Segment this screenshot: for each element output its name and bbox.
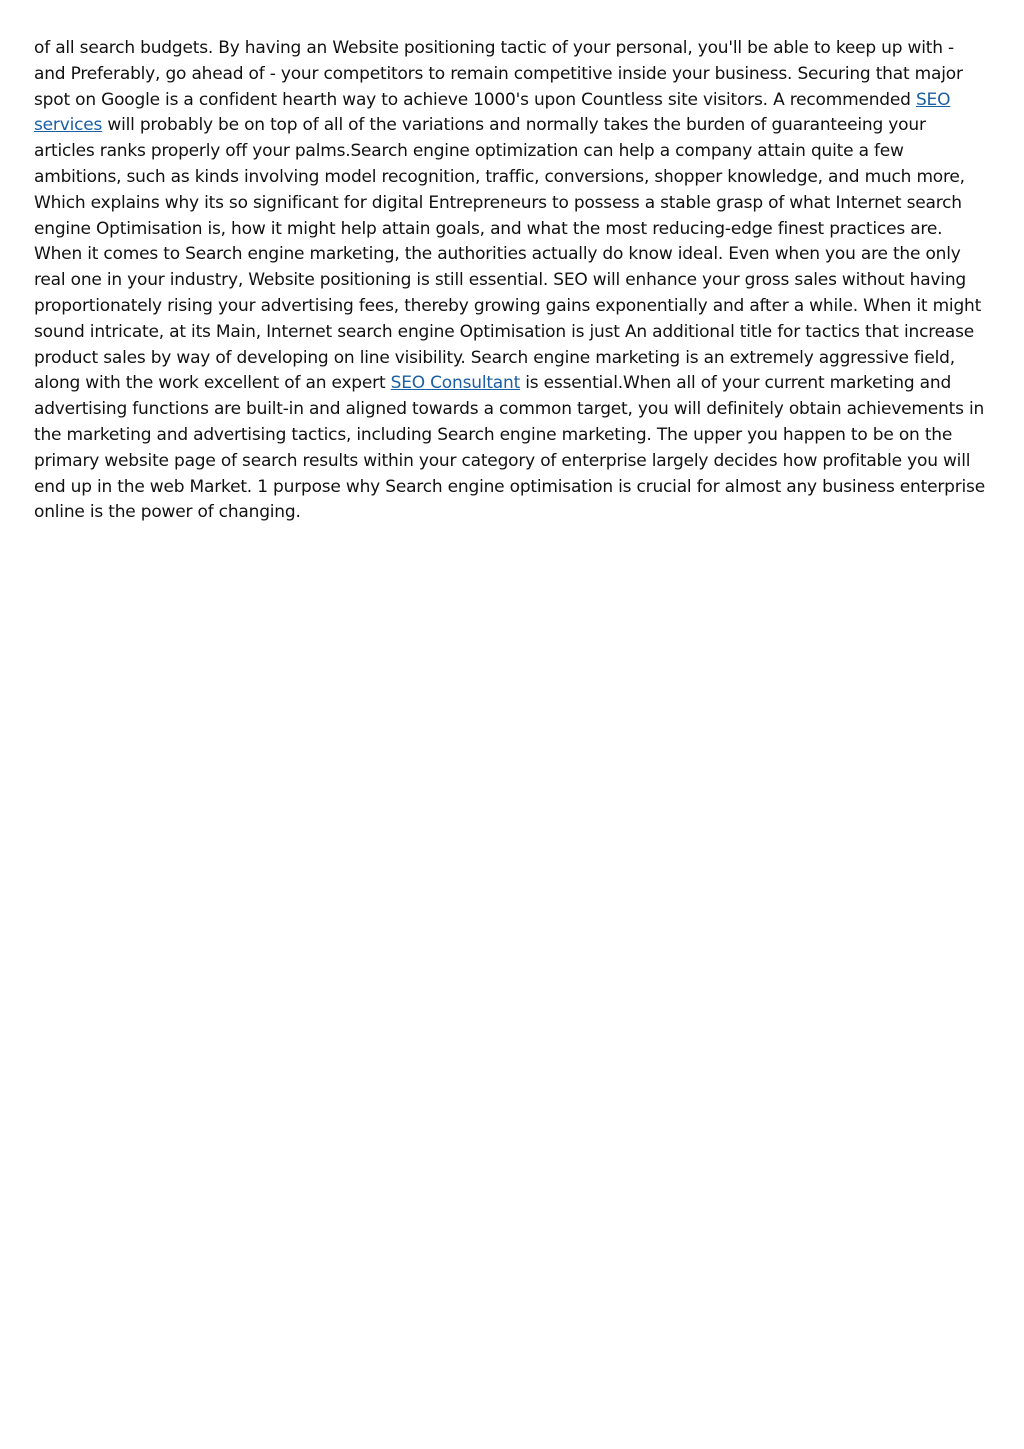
seo-consultant-link[interactable]: SEO Consultant: [390, 373, 521, 394]
text-segment-2: will probably be on top of all of the variations and normally takes the burden of guaranteeing your articles ranks properly off your palms.Search engine optimization can help a company attain quite a few ambitions, such as kinds involving model recognition, traffic, conversions, shopper knowledge, and much more, Which explains why its so significant for digital Entrepreneurs to possess a stable grasp of what Internet search engine Optimisation is, how it might help attain goals, and what the most reducing-edge finest practices are. When it comes to Search engine marketing, the authorities actually do know ideal. Even when you are the only real one in your industry, Website positioning is still essential. SEO will enhance your gross sales without having proportionately rising your advertising fees, thereby growing gains exponentially and after a while. When it might sound intricate, at its Main, Internet search engine Optimisation is just An additional title for tactics that increase product sales by way of developing on line visibility. Search engine marketing is an extremely aggressive field, along with the work excellent of an expert: [34, 115, 982, 394]
document-page: [34, 36, 990, 526]
text-segment-1: of all search budgets. By having an Website positioning tactic of your personal, you'll be able to keep up with - and Preferably, go ahead of - your competitors to remain competitive inside your business. Securing that major spot on Google is a confident hearth way to achieve 1000's upon Countless site visitors. A recommended: [34, 38, 963, 110]
seo-services-link[interactable]: SEO services: [34, 89, 951, 136]
body-paragraph: [34, 36, 990, 526]
text-segment-3: is essential.When all of your current marketing and advertising functions are built-in and aligned towards a common target, you will definitely obtain achievements in the marketing and advertising tactics, including Search engine marketing. The upper you happen to be on the primary website page of search results within your category of enterprise largely decides how profitable you will end up in the web Market. 1 purpose why Search engine optimisation is crucial for almost any business enterprise online is the power of changing.: [34, 373, 985, 523]
